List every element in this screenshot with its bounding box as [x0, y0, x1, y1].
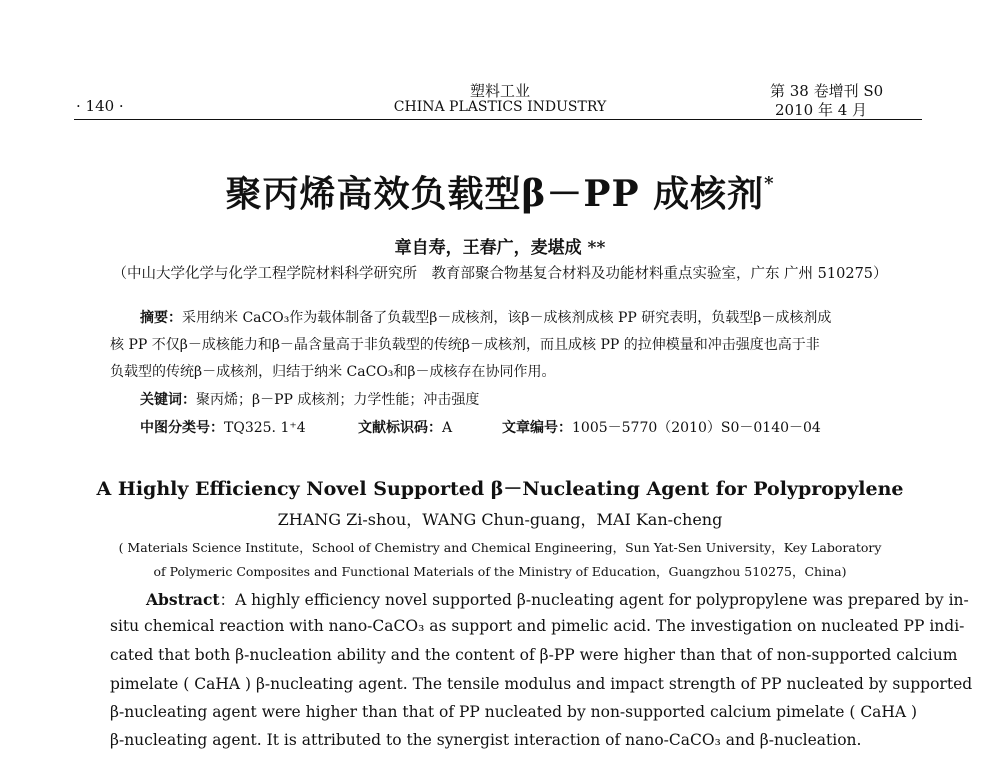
page-number: · 140 ·	[76, 97, 124, 115]
paper-title-cn: 聚丙烯高效负载型β－PP 成核剂*	[225, 173, 775, 215]
abstract-en-line-2: situ chemical reaction with nano-CaCO₃ as support and pimelic acid. The investigation on nucleated PP indi-	[110, 617, 965, 635]
journal-name-cn: 塑料工业	[469, 82, 530, 100]
header-divider	[74, 119, 922, 120]
abstract-cn-label: 摘要：	[140, 310, 182, 326]
abstract-en-line-5: β-nucleating agent were higher than that of PP nucleated by non-supported calcium pimelate ( CaHA )	[110, 703, 918, 721]
abstract-en-line-4: pimelate ( CaHA ) β-nucleating agent. The tensile modulus and impact strength of PP nucleated by supported	[110, 675, 973, 693]
classification-clc: 中图分类号：TQ325. 1⁺4	[140, 420, 306, 436]
classification-doc: 文献标识码：A	[358, 420, 453, 436]
abstract-en-line-6: β-nucleating agent. It is attributed to the synergist interaction of nano-CaCO₃ and β-nucleation.	[110, 731, 862, 749]
abstract-en-line-3: cated that both β-nucleation ability and the content of β-PP were higher than that of non-supported calcium	[110, 646, 958, 664]
affiliation-en-line-1: ( Materials Science Institute，School of Chemistry and Chemical Engineering，Sun Yat-Sen University，Key Laboratory	[118, 540, 882, 555]
affiliation-en-line-2: of Polymeric Composites and Functional Materials of the Ministry of Education，Guangzhou 510275，China)	[153, 564, 847, 579]
article-number: 文章编号：1005－5770（2010）S0－0140－04	[502, 420, 821, 436]
journal-name-en: CHINA PLASTICS INDUSTRY	[393, 99, 607, 115]
abstract-cn-line-1: 摘要：采用纳米 CaCO₃作为载体制备了负载型β－成核剂，该β－成核剂成核 PP 研究表明，负载型β－成核剂成	[140, 310, 832, 326]
abstract-en-line-1: Abstract：A highly efficiency novel supported β-nucleating agent for polypropylene was prepared by in-	[146, 590, 969, 609]
volume-info: 第 38 卷增刊 S0	[770, 82, 884, 100]
keywords-cn: 关键词：聚丙烯；β－PP 成核剂；力学性能；冲击强度	[140, 392, 480, 408]
authors-en: ZHANG Zi-shou，WANG Chun-guang，MAI Kan-cheng	[277, 510, 723, 529]
abstract-cn-line-3: 负载型的传统β－成核剂，归结于纳米 CaCO₃和β－成核存在协同作用。	[110, 364, 556, 380]
abstract-en-label: Abstract	[146, 590, 220, 609]
issue-date: 2010 年 4 月	[775, 101, 868, 119]
abstract-cn-line-2: 核 PP 不仅β－成核能力和β－晶含量高于非负载型的传统β－成核剂，而且成核 PP 的拉伸模量和冲击强度也高于非	[110, 337, 820, 353]
affiliation-cn: （中山大学化学与化学工程学院材料科学研究所 教育部聚合物基复合材料及功能材料重点实验室，广东 广州 510275）	[112, 266, 888, 282]
authors-cn: 章自寿，王春广，麦堪成 **	[394, 238, 606, 258]
paper-title-en: A Highly Efficiency Novel Supported β－Nucleating Agent for Polypropylene	[96, 478, 904, 500]
